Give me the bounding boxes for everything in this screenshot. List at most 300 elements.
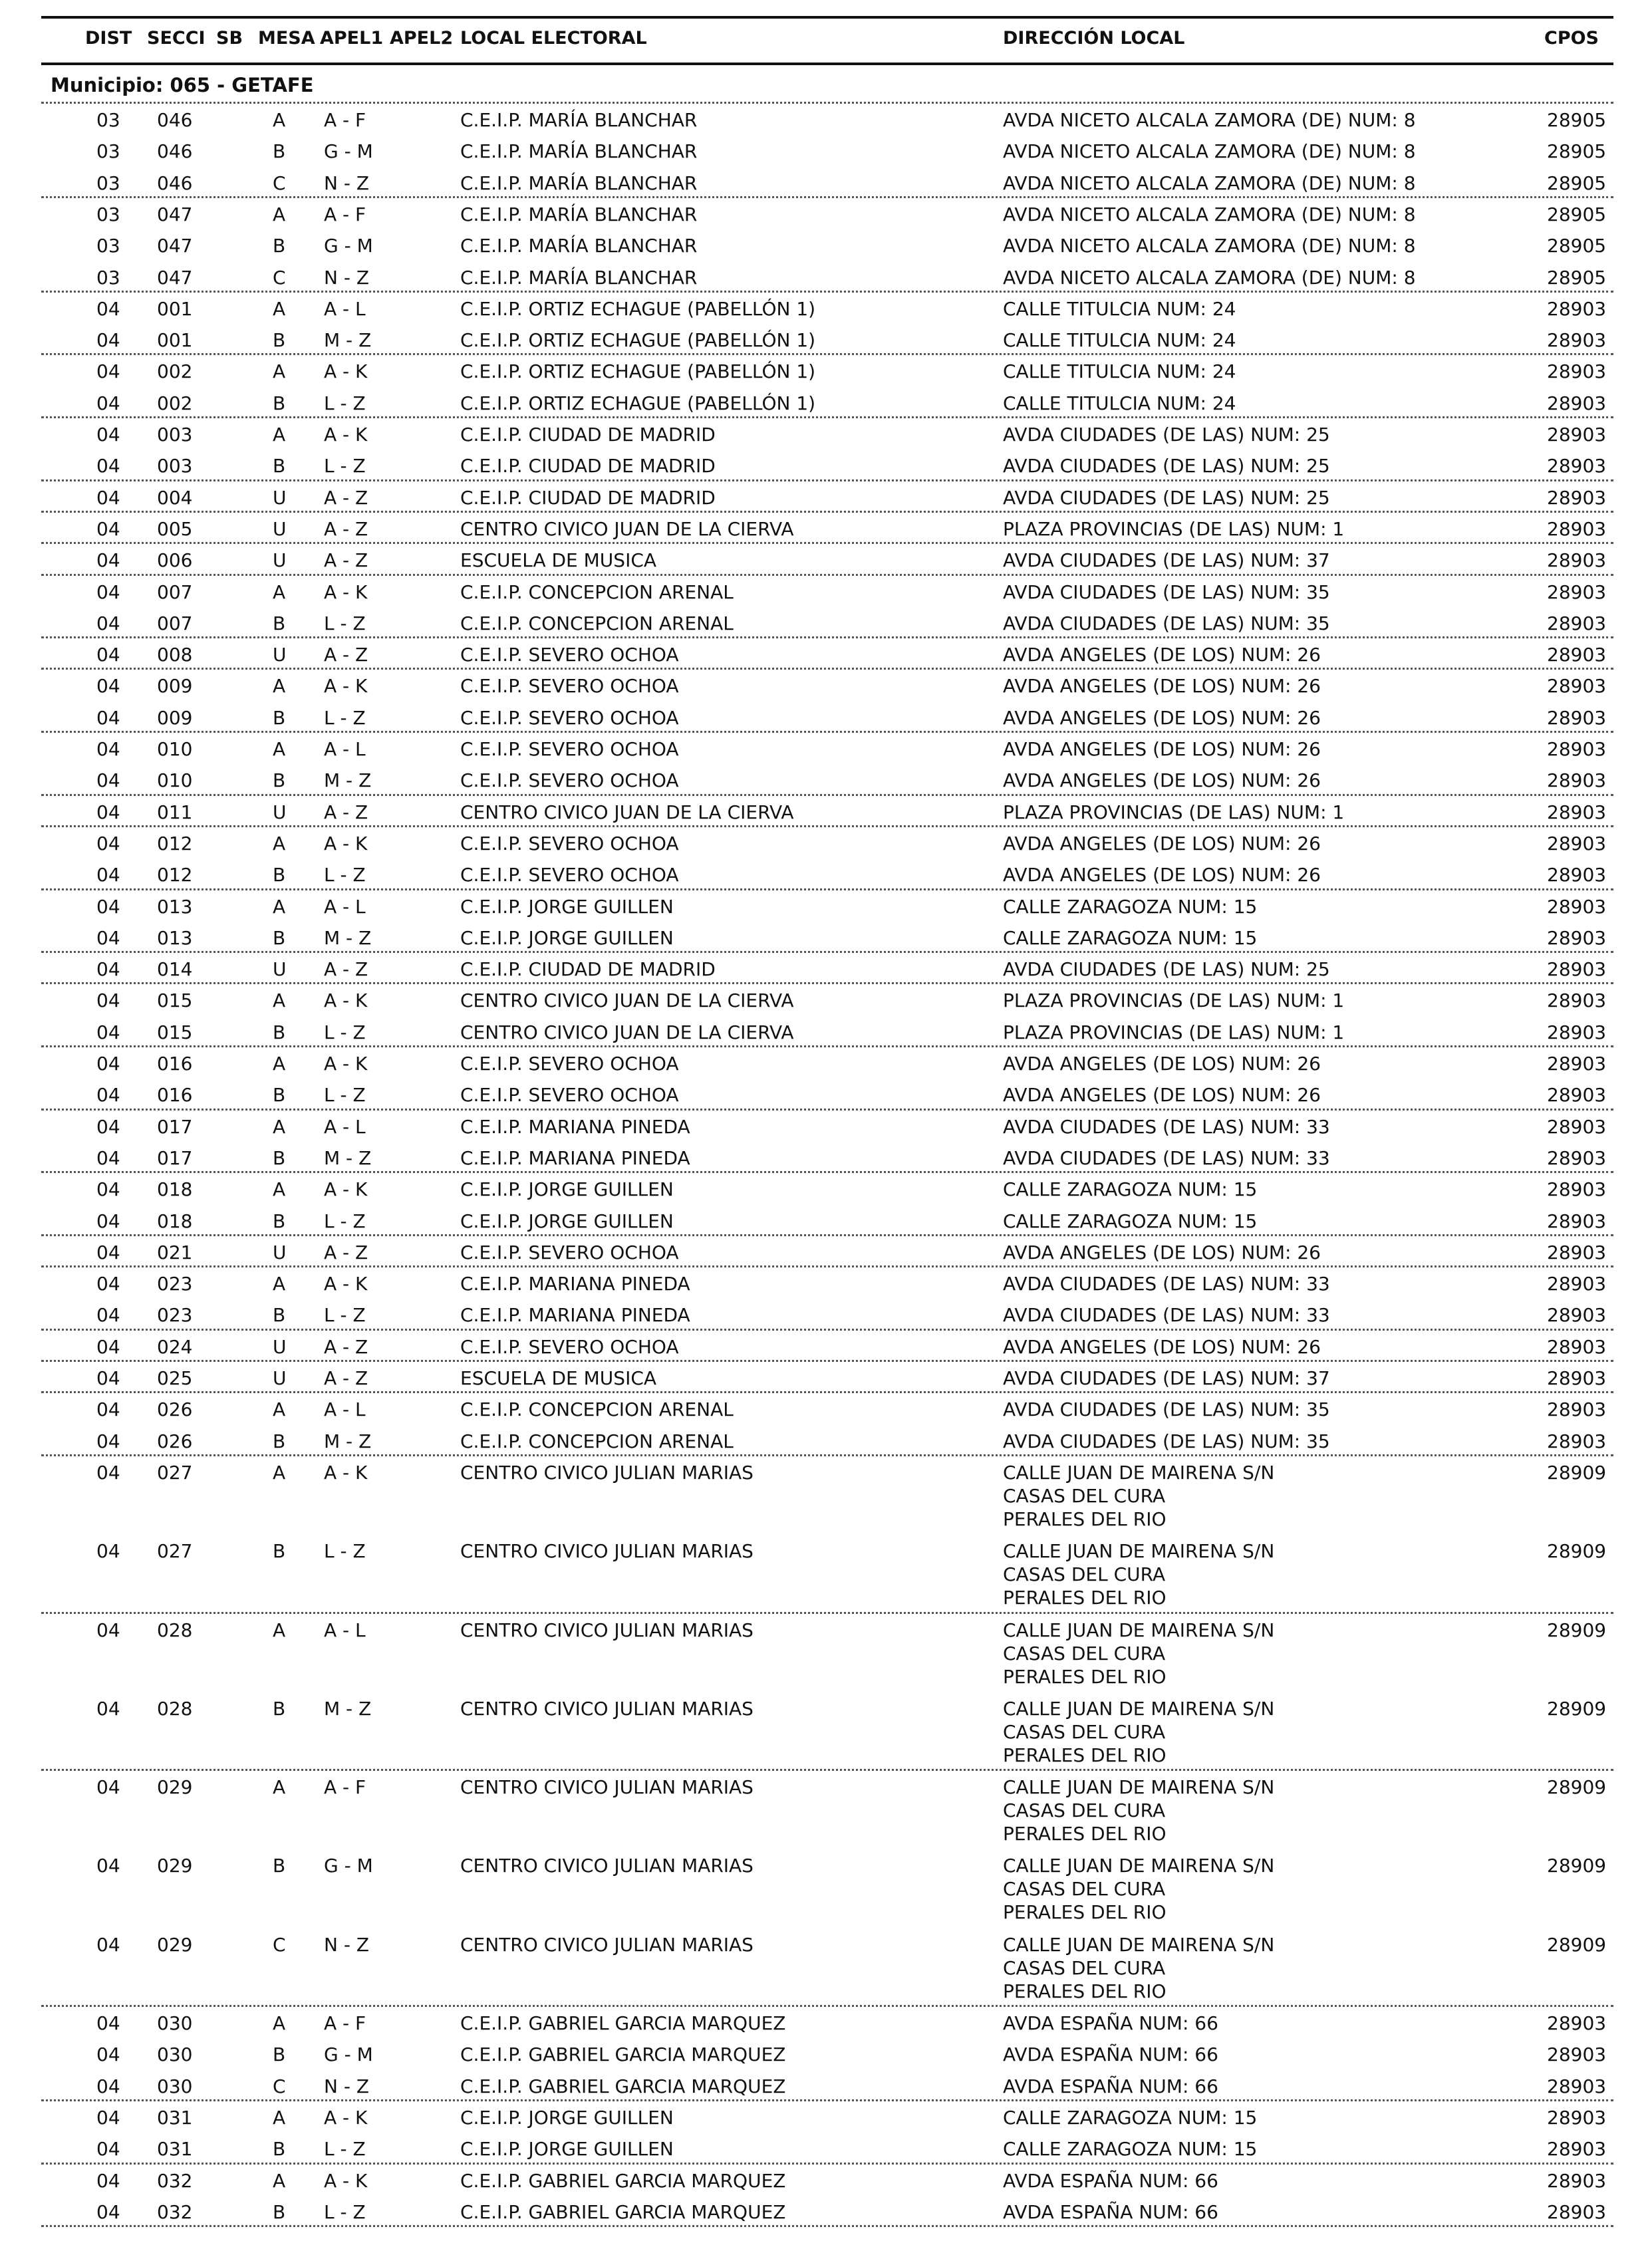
cell-dist: 04 xyxy=(96,895,120,918)
cell-cpos: 28903 xyxy=(1547,738,1607,760)
cell-local: C.E.I.P. JORGE GUILLEN xyxy=(460,1178,674,1201)
cell-mesa: B xyxy=(273,1540,286,1563)
cell-dist: 04 xyxy=(96,769,120,792)
cell-direccion xyxy=(1003,2106,1257,2129)
cell-apel1: G - M xyxy=(324,1855,373,1877)
cell-cpos: 28903 xyxy=(1547,486,1607,509)
cell-secci: 011 xyxy=(157,801,193,823)
address-line: PERALES DEL RIO xyxy=(1003,1744,1167,1766)
cell-local: C.E.I.P. MARÍA BLANCHAR xyxy=(460,203,698,225)
group-separator xyxy=(41,1329,1613,1331)
col-header-apel2: APEL2 xyxy=(390,28,454,49)
cell-direccion xyxy=(1003,234,1416,257)
address-line: CALLE JUAN DE MAIRENA S/N xyxy=(1003,1540,1275,1563)
cell-secci: 027 xyxy=(157,1540,193,1563)
cell-mesa: U xyxy=(273,644,287,666)
cell-dist: 04 xyxy=(96,926,120,949)
cell-cpos: 28903 xyxy=(1547,1335,1607,1358)
cell-direccion xyxy=(1003,1933,1274,2003)
cell-local: CENTRO CIVICO JULIAN MARIAS xyxy=(460,1855,754,1877)
cell-mesa: A xyxy=(273,109,286,131)
cell-secci: 014 xyxy=(157,958,193,981)
cell-mesa: A xyxy=(273,1178,286,1201)
cell-dist: 04 xyxy=(96,1273,120,1295)
cell-dist: 04 xyxy=(96,1776,120,1799)
cell-dist: 04 xyxy=(96,1178,120,1201)
cell-dist: 04 xyxy=(96,1146,120,1169)
cell-local: CENTRO CIVICO JULIAN MARIAS xyxy=(460,1697,754,1720)
cell-dist: 04 xyxy=(96,329,120,352)
cell-apel1: M - Z xyxy=(324,1146,372,1169)
cell-secci: 046 xyxy=(157,109,193,131)
cell-secci: 047 xyxy=(157,266,193,289)
group-separator xyxy=(41,353,1613,355)
cell-mesa: A xyxy=(273,360,286,383)
cell-apel1: A - F xyxy=(324,1776,366,1799)
cell-apel1: A - Z xyxy=(324,1241,368,1263)
cell-local: C.E.I.P. SEVERO OCHOA xyxy=(460,1053,679,1075)
address-line: CASAS DEL CURA xyxy=(1003,1799,1166,1822)
cell-secci: 015 xyxy=(157,1021,193,1043)
group-separator xyxy=(41,794,1613,796)
cell-apel1: A - L xyxy=(324,738,366,760)
address-line: AVDA ANGELES (DE LOS) NUM: 26 xyxy=(1003,1053,1321,1075)
cell-dist: 04 xyxy=(96,1398,120,1421)
cell-direccion xyxy=(1003,1146,1330,1170)
cell-secci: 032 xyxy=(157,2169,193,2192)
cell-cpos: 28903 xyxy=(1547,455,1607,477)
cell-local: C.E.I.P. MARÍA BLANCHAR xyxy=(460,172,698,194)
cell-dist: 03 xyxy=(96,266,120,289)
cell-apel1: A - F xyxy=(324,109,366,131)
cell-cpos: 28903 xyxy=(1547,2138,1607,2161)
address-line: AVDA ANGELES (DE LOS) NUM: 26 xyxy=(1003,1241,1321,1263)
cell-secci: 002 xyxy=(157,392,193,414)
cell-secci: 001 xyxy=(157,329,193,352)
cell-mesa: U xyxy=(273,1367,287,1389)
address-line: CALLE TITULCIA NUM: 24 xyxy=(1003,392,1236,414)
cell-apel1: A - K xyxy=(324,675,368,698)
cell-apel1: A - Z xyxy=(324,1335,368,1358)
cell-local: C.E.I.P. CONCEPCION ARENAL xyxy=(460,1398,734,1421)
cell-mesa: U xyxy=(273,517,287,540)
cell-local: C.E.I.P. CIUDAD DE MADRID xyxy=(460,958,716,981)
cell-apel1: A - L xyxy=(324,895,366,918)
cell-direccion xyxy=(1003,1430,1330,1453)
cell-cpos: 28903 xyxy=(1547,895,1607,918)
cell-local: CENTRO CIVICO JULIAN MARIAS xyxy=(460,1933,754,1956)
cell-direccion xyxy=(1003,1241,1321,1264)
address-line: AVDA CIUDADES (DE LAS) NUM: 25 xyxy=(1003,958,1330,981)
cell-local: CENTRO CIVICO JUAN DE LA CIERVA xyxy=(460,517,794,540)
cell-mesa: B xyxy=(273,612,286,634)
cell-local: CENTRO CIVICO JULIAN MARIAS xyxy=(460,1461,754,1484)
address-line: AVDA CIUDADES (DE LAS) NUM: 35 xyxy=(1003,1398,1330,1421)
cell-cpos: 28903 xyxy=(1547,517,1607,540)
cell-local: CENTRO CIVICO JUAN DE LA CIERVA xyxy=(460,1021,794,1043)
cell-local: C.E.I.P. ORTIZ ECHAGUE (PABELLÓN 1) xyxy=(460,360,816,383)
cell-dist: 03 xyxy=(96,172,120,194)
cell-mesa: B xyxy=(273,2200,286,2223)
cell-direccion xyxy=(1003,1367,1330,1390)
cell-secci: 008 xyxy=(157,644,193,666)
cell-dist: 04 xyxy=(96,801,120,823)
cell-secci: 005 xyxy=(157,517,193,540)
cell-cpos: 28903 xyxy=(1547,392,1607,414)
address-line: AVDA CIUDADES (DE LAS) NUM: 37 xyxy=(1003,1367,1330,1389)
address-line: AVDA NICETO ALCALA ZAMORA (DE) NUM: 8 xyxy=(1003,235,1416,257)
cell-apel1: L - Z xyxy=(324,2138,366,2161)
cell-secci: 003 xyxy=(157,424,193,446)
cell-mesa: A xyxy=(273,675,286,698)
cell-dist: 04 xyxy=(96,455,120,477)
group-separator xyxy=(41,1769,1613,1771)
cell-direccion xyxy=(1003,706,1321,729)
cell-secci: 010 xyxy=(157,769,193,792)
cell-apel1: A - K xyxy=(324,1178,368,1201)
cell-direccion xyxy=(1003,863,1321,886)
cell-apel1: M - Z xyxy=(324,329,372,352)
cell-apel1: A - L xyxy=(324,1115,366,1138)
address-line: CASAS DEL CURA xyxy=(1003,1956,1166,1979)
cell-dist: 04 xyxy=(96,958,120,981)
cell-dist: 04 xyxy=(96,517,120,540)
cell-secci: 012 xyxy=(157,864,193,886)
cell-apel1: A - Z xyxy=(324,517,368,540)
cell-dist: 04 xyxy=(96,1540,120,1563)
address-line: AVDA CIUDADES (DE LAS) NUM: 25 xyxy=(1003,455,1330,477)
cell-secci: 025 xyxy=(157,1367,193,1389)
cell-local: C.E.I.P. MARÍA BLANCHAR xyxy=(460,266,698,289)
cell-mesa: A xyxy=(273,2169,286,2192)
cell-apel1: N - Z xyxy=(324,172,370,194)
cell-local: C.E.I.P. CONCEPCION ARENAL xyxy=(460,612,734,634)
cell-mesa: U xyxy=(273,1335,287,1358)
cell-apel1: L - Z xyxy=(324,706,366,729)
cell-apel1: M - Z xyxy=(324,1430,372,1452)
cell-direccion xyxy=(1003,2043,1218,2066)
cell-apel1: A - L xyxy=(324,1398,366,1421)
cell-mesa: B xyxy=(273,455,286,477)
cell-mesa: U xyxy=(273,801,287,823)
cell-dist: 04 xyxy=(96,990,120,1012)
address-line: PERALES DEL RIO xyxy=(1003,1587,1167,1609)
cell-local: CENTRO CIVICO JUAN DE LA CIERVA xyxy=(460,990,794,1012)
cell-apel1: L - Z xyxy=(324,1540,366,1563)
address-line: CALLE ZARAGOZA NUM: 15 xyxy=(1003,2138,1258,2161)
cell-direccion xyxy=(1003,737,1321,761)
cell-cpos: 28903 xyxy=(1547,1115,1607,1138)
cell-local: CENTRO CIVICO JULIAN MARIAS xyxy=(460,1619,754,1641)
cell-apel1: M - Z xyxy=(324,1697,372,1720)
cell-direccion xyxy=(1003,832,1321,855)
address-line: CALLE ZARAGOZA NUM: 15 xyxy=(1003,1210,1258,1232)
cell-mesa: C xyxy=(273,172,286,194)
address-line: CALLE ZARAGOZA NUM: 15 xyxy=(1003,895,1258,918)
cell-secci: 001 xyxy=(157,297,193,320)
cell-mesa: B xyxy=(273,769,286,792)
address-line: AVDA NICETO ALCALA ZAMORA (DE) NUM: 8 xyxy=(1003,172,1416,194)
cell-local: ESCUELA DE MUSICA xyxy=(460,1367,657,1389)
cell-cpos: 28905 xyxy=(1547,109,1607,131)
address-line: CALLE ZARAGOZA NUM: 15 xyxy=(1003,2106,1258,2129)
cell-local: CENTRO CIVICO JULIAN MARIAS xyxy=(460,1540,754,1563)
address-line: CASAS DEL CURA xyxy=(1003,1878,1166,1901)
cell-apel1: L - Z xyxy=(324,1021,366,1043)
cell-dist: 03 xyxy=(96,203,120,225)
address-line: AVDA ANGELES (DE LOS) NUM: 26 xyxy=(1003,1335,1321,1358)
cell-apel1: A - K xyxy=(324,581,368,603)
cell-direccion xyxy=(1003,989,1344,1012)
address-line: CALLE TITULCIA NUM: 24 xyxy=(1003,329,1236,352)
cell-apel1: A - K xyxy=(324,990,368,1012)
cell-cpos: 28909 xyxy=(1547,1619,1607,1641)
cell-secci: 016 xyxy=(157,1053,193,1075)
address-line: AVDA ANGELES (DE LOS) NUM: 26 xyxy=(1003,706,1321,729)
cell-direccion xyxy=(1003,2075,1218,2098)
cell-cpos: 28903 xyxy=(1547,1146,1607,1169)
cell-mesa: B xyxy=(273,329,286,352)
cell-secci: 029 xyxy=(157,1855,193,1877)
cell-apel1: A - K xyxy=(324,2106,368,2129)
cell-direccion xyxy=(1003,549,1330,572)
cell-secci: 047 xyxy=(157,235,193,257)
cell-secci: 029 xyxy=(157,1933,193,1956)
group-separator xyxy=(41,1454,1613,1456)
group-separator xyxy=(41,1360,1613,1362)
cell-direccion xyxy=(1003,360,1236,383)
cell-mesa: A xyxy=(273,2106,286,2129)
cell-local: C.E.I.P. MARIANA PINEDA xyxy=(460,1273,690,1295)
cell-apel1: A - Z xyxy=(324,644,368,666)
cell-local: C.E.I.P. MARÍA BLANCHAR xyxy=(460,235,698,257)
col-header-cpos: CPOS xyxy=(1544,28,1599,49)
cell-dist: 04 xyxy=(96,1053,120,1075)
address-line: CALLE ZARAGOZA NUM: 15 xyxy=(1003,1178,1258,1201)
cell-secci: 003 xyxy=(157,455,193,477)
cell-direccion xyxy=(1003,581,1330,604)
address-line: CALLE TITULCIA NUM: 24 xyxy=(1003,297,1236,320)
cell-dist: 04 xyxy=(96,1461,120,1484)
cell-cpos: 28909 xyxy=(1547,1697,1607,1720)
cell-dist: 04 xyxy=(96,1855,120,1877)
cell-mesa: U xyxy=(273,958,287,981)
group-separator xyxy=(41,825,1613,827)
group-separator xyxy=(41,479,1613,481)
group-separator xyxy=(41,542,1613,544)
address-line: AVDA ANGELES (DE LOS) NUM: 26 xyxy=(1003,675,1321,698)
group-separator xyxy=(41,2225,1613,2227)
cell-mesa: A xyxy=(273,581,286,603)
address-line: CASAS DEL CURA xyxy=(1003,1642,1166,1664)
group-separator xyxy=(41,196,1613,198)
cell-dist: 04 xyxy=(96,581,120,603)
cell-cpos: 28903 xyxy=(1547,549,1607,572)
cell-mesa: B xyxy=(273,235,286,257)
cell-local: C.E.I.P. SEVERO OCHOA xyxy=(460,1084,679,1107)
cell-mesa: B xyxy=(273,140,286,163)
cell-apel1: L - Z xyxy=(324,864,366,886)
cell-local: C.E.I.P. SEVERO OCHOA xyxy=(460,864,679,886)
cell-secci: 028 xyxy=(157,1619,193,1641)
header-top-rule xyxy=(41,16,1613,19)
cell-local: C.E.I.P. ORTIZ ECHAGUE (PABELLÓN 1) xyxy=(460,392,816,414)
cell-apel1: A - K xyxy=(324,1053,368,1075)
group-separator xyxy=(41,511,1613,513)
cell-apel1: A - F xyxy=(324,203,366,225)
cell-dist: 04 xyxy=(96,1021,120,1043)
cell-cpos: 28903 xyxy=(1547,832,1607,855)
cell-cpos: 28909 xyxy=(1547,1540,1607,1563)
cell-apel1: M - Z xyxy=(324,926,372,949)
cell-local: C.E.I.P. SEVERO OCHOA xyxy=(460,1241,679,1263)
address-line: CALLE JUAN DE MAIRENA S/N xyxy=(1003,1697,1275,1720)
cell-local: C.E.I.P. JORGE GUILLEN xyxy=(460,926,674,949)
cell-secci: 002 xyxy=(157,360,193,383)
cell-dist: 04 xyxy=(96,2075,120,2097)
cell-cpos: 28903 xyxy=(1547,360,1607,383)
cell-direccion xyxy=(1003,674,1321,698)
cell-direccion xyxy=(1003,423,1330,446)
cell-mesa: A xyxy=(273,2012,286,2034)
cell-secci: 028 xyxy=(157,1697,193,1720)
cell-direccion xyxy=(1003,2169,1218,2192)
cell-dist: 04 xyxy=(96,612,120,634)
cell-cpos: 28903 xyxy=(1547,769,1607,792)
cell-secci: 030 xyxy=(157,2075,193,2097)
address-line: AVDA CIUDADES (DE LAS) NUM: 35 xyxy=(1003,612,1330,634)
cell-dist: 04 xyxy=(96,1619,120,1641)
cell-local: C.E.I.P. JORGE GUILLEN xyxy=(460,2106,674,2129)
cell-apel1: A - Z xyxy=(324,486,368,509)
address-line: AVDA NICETO ALCALA ZAMORA (DE) NUM: 8 xyxy=(1003,109,1416,131)
cell-direccion xyxy=(1003,958,1330,981)
cell-direccion xyxy=(1003,108,1416,132)
cell-apel1: L - Z xyxy=(324,612,366,634)
cell-direccion xyxy=(1003,1115,1330,1138)
cell-mesa: C xyxy=(273,2075,286,2097)
cell-mesa: A xyxy=(273,895,286,918)
cell-cpos: 28903 xyxy=(1547,644,1607,666)
address-line: AVDA ANGELES (DE LOS) NUM: 26 xyxy=(1003,1084,1321,1107)
cell-dist: 04 xyxy=(96,2012,120,2034)
group-separator xyxy=(41,1265,1613,1267)
cell-apel1: A - K xyxy=(324,1461,368,1484)
cell-secci: 027 xyxy=(157,1461,193,1484)
address-line: AVDA ESPAÑA NUM: 66 xyxy=(1003,2200,1218,2223)
cell-apel1: L - Z xyxy=(324,2200,366,2223)
address-line: AVDA ESPAÑA NUM: 66 xyxy=(1003,2075,1218,2097)
cell-dist: 04 xyxy=(96,2200,120,2223)
cell-cpos: 28903 xyxy=(1547,2169,1607,2192)
group-separator xyxy=(41,2163,1613,2165)
cell-secci: 009 xyxy=(157,675,193,698)
cell-mesa: A xyxy=(273,1053,286,1075)
cell-local: C.E.I.P. CIUDAD DE MADRID xyxy=(460,486,716,509)
group-separator xyxy=(41,416,1613,418)
cell-dist: 04 xyxy=(96,297,120,320)
cell-dist: 04 xyxy=(96,549,120,572)
cell-mesa: A xyxy=(273,832,286,855)
col-header-sb: SB xyxy=(216,28,243,49)
address-line: AVDA CIUDADES (DE LAS) NUM: 35 xyxy=(1003,1430,1330,1452)
cell-dist: 04 xyxy=(96,2138,120,2161)
cell-dist: 04 xyxy=(96,2044,120,2066)
cell-apel1: A - K xyxy=(324,832,368,855)
cell-mesa: A xyxy=(273,424,286,446)
cell-local: C.E.I.P. SEVERO OCHOA xyxy=(460,706,679,729)
address-line: AVDA CIUDADES (DE LAS) NUM: 33 xyxy=(1003,1115,1330,1138)
cell-dist: 04 xyxy=(96,1210,120,1232)
address-line: CALLE JUAN DE MAIRENA S/N xyxy=(1003,1776,1275,1799)
group-separator xyxy=(41,1109,1613,1111)
group-separator xyxy=(41,982,1613,984)
cell-local: C.E.I.P. SEVERO OCHOA xyxy=(460,769,679,792)
group-separator xyxy=(41,731,1613,733)
address-line: PLAZA PROVINCIAS (DE LAS) NUM: 1 xyxy=(1003,1021,1345,1043)
cell-mesa: A xyxy=(273,1776,286,1799)
cell-secci: 017 xyxy=(157,1146,193,1169)
address-line: AVDA CIUDADES (DE LAS) NUM: 33 xyxy=(1003,1146,1330,1169)
cell-dist: 04 xyxy=(96,486,120,509)
cell-direccion xyxy=(1003,769,1321,792)
cell-cpos: 28909 xyxy=(1547,1855,1607,1877)
col-header-secci: SECCI xyxy=(147,28,206,49)
group-separator xyxy=(41,888,1613,890)
cell-dist: 04 xyxy=(96,1241,120,1263)
cell-apel1: A - K xyxy=(324,360,368,383)
cell-direccion xyxy=(1003,1272,1330,1295)
col-header-dist: DIST xyxy=(85,28,132,49)
address-line: PERALES DEL RIO xyxy=(1003,1823,1167,1845)
address-line: AVDA ESPAÑA NUM: 66 xyxy=(1003,2169,1218,2192)
address-line: AVDA ESPAÑA NUM: 66 xyxy=(1003,2012,1218,2034)
address-line: CALLE JUAN DE MAIRENA S/N xyxy=(1003,1933,1275,1956)
cell-mesa: B xyxy=(273,1855,286,1877)
cell-local: C.E.I.P. SEVERO OCHOA xyxy=(460,832,679,855)
cell-direccion xyxy=(1003,926,1257,950)
cell-secci: 024 xyxy=(157,1335,193,1358)
cell-apel1: A - Z xyxy=(324,549,368,572)
cell-direccion xyxy=(1003,297,1236,321)
cell-apel1: M - Z xyxy=(324,769,372,792)
cell-mesa: C xyxy=(273,266,286,289)
cell-direccion xyxy=(1003,203,1416,226)
cell-secci: 030 xyxy=(157,2044,193,2066)
cell-direccion xyxy=(1003,1539,1274,1609)
cell-direccion xyxy=(1003,2012,1218,2035)
cell-cpos: 28903 xyxy=(1547,581,1607,603)
cell-secci: 030 xyxy=(157,2012,193,2034)
cell-dist: 04 xyxy=(96,424,120,446)
group-separator xyxy=(41,1171,1613,1173)
cell-direccion xyxy=(1003,1697,1274,1767)
cell-apel1: A - Z xyxy=(324,1367,368,1389)
cell-cpos: 28903 xyxy=(1547,2075,1607,2097)
address-line: CASAS DEL CURA xyxy=(1003,1720,1166,1743)
address-line: PLAZA PROVINCIAS (DE LAS) NUM: 1 xyxy=(1003,990,1345,1012)
cell-mesa: U xyxy=(273,486,287,509)
address-line: AVDA CIUDADES (DE LAS) NUM: 25 xyxy=(1003,424,1330,446)
cell-dist: 04 xyxy=(96,1367,120,1389)
cell-direccion xyxy=(1003,2137,1257,2161)
cell-apel1: G - M xyxy=(324,2044,373,2066)
cell-secci: 010 xyxy=(157,738,193,760)
cell-cpos: 28903 xyxy=(1547,2106,1607,2129)
address-line: AVDA CIUDADES (DE LAS) NUM: 33 xyxy=(1003,1273,1330,1295)
group-separator xyxy=(41,1234,1613,1236)
cell-dist: 04 xyxy=(96,1430,120,1452)
